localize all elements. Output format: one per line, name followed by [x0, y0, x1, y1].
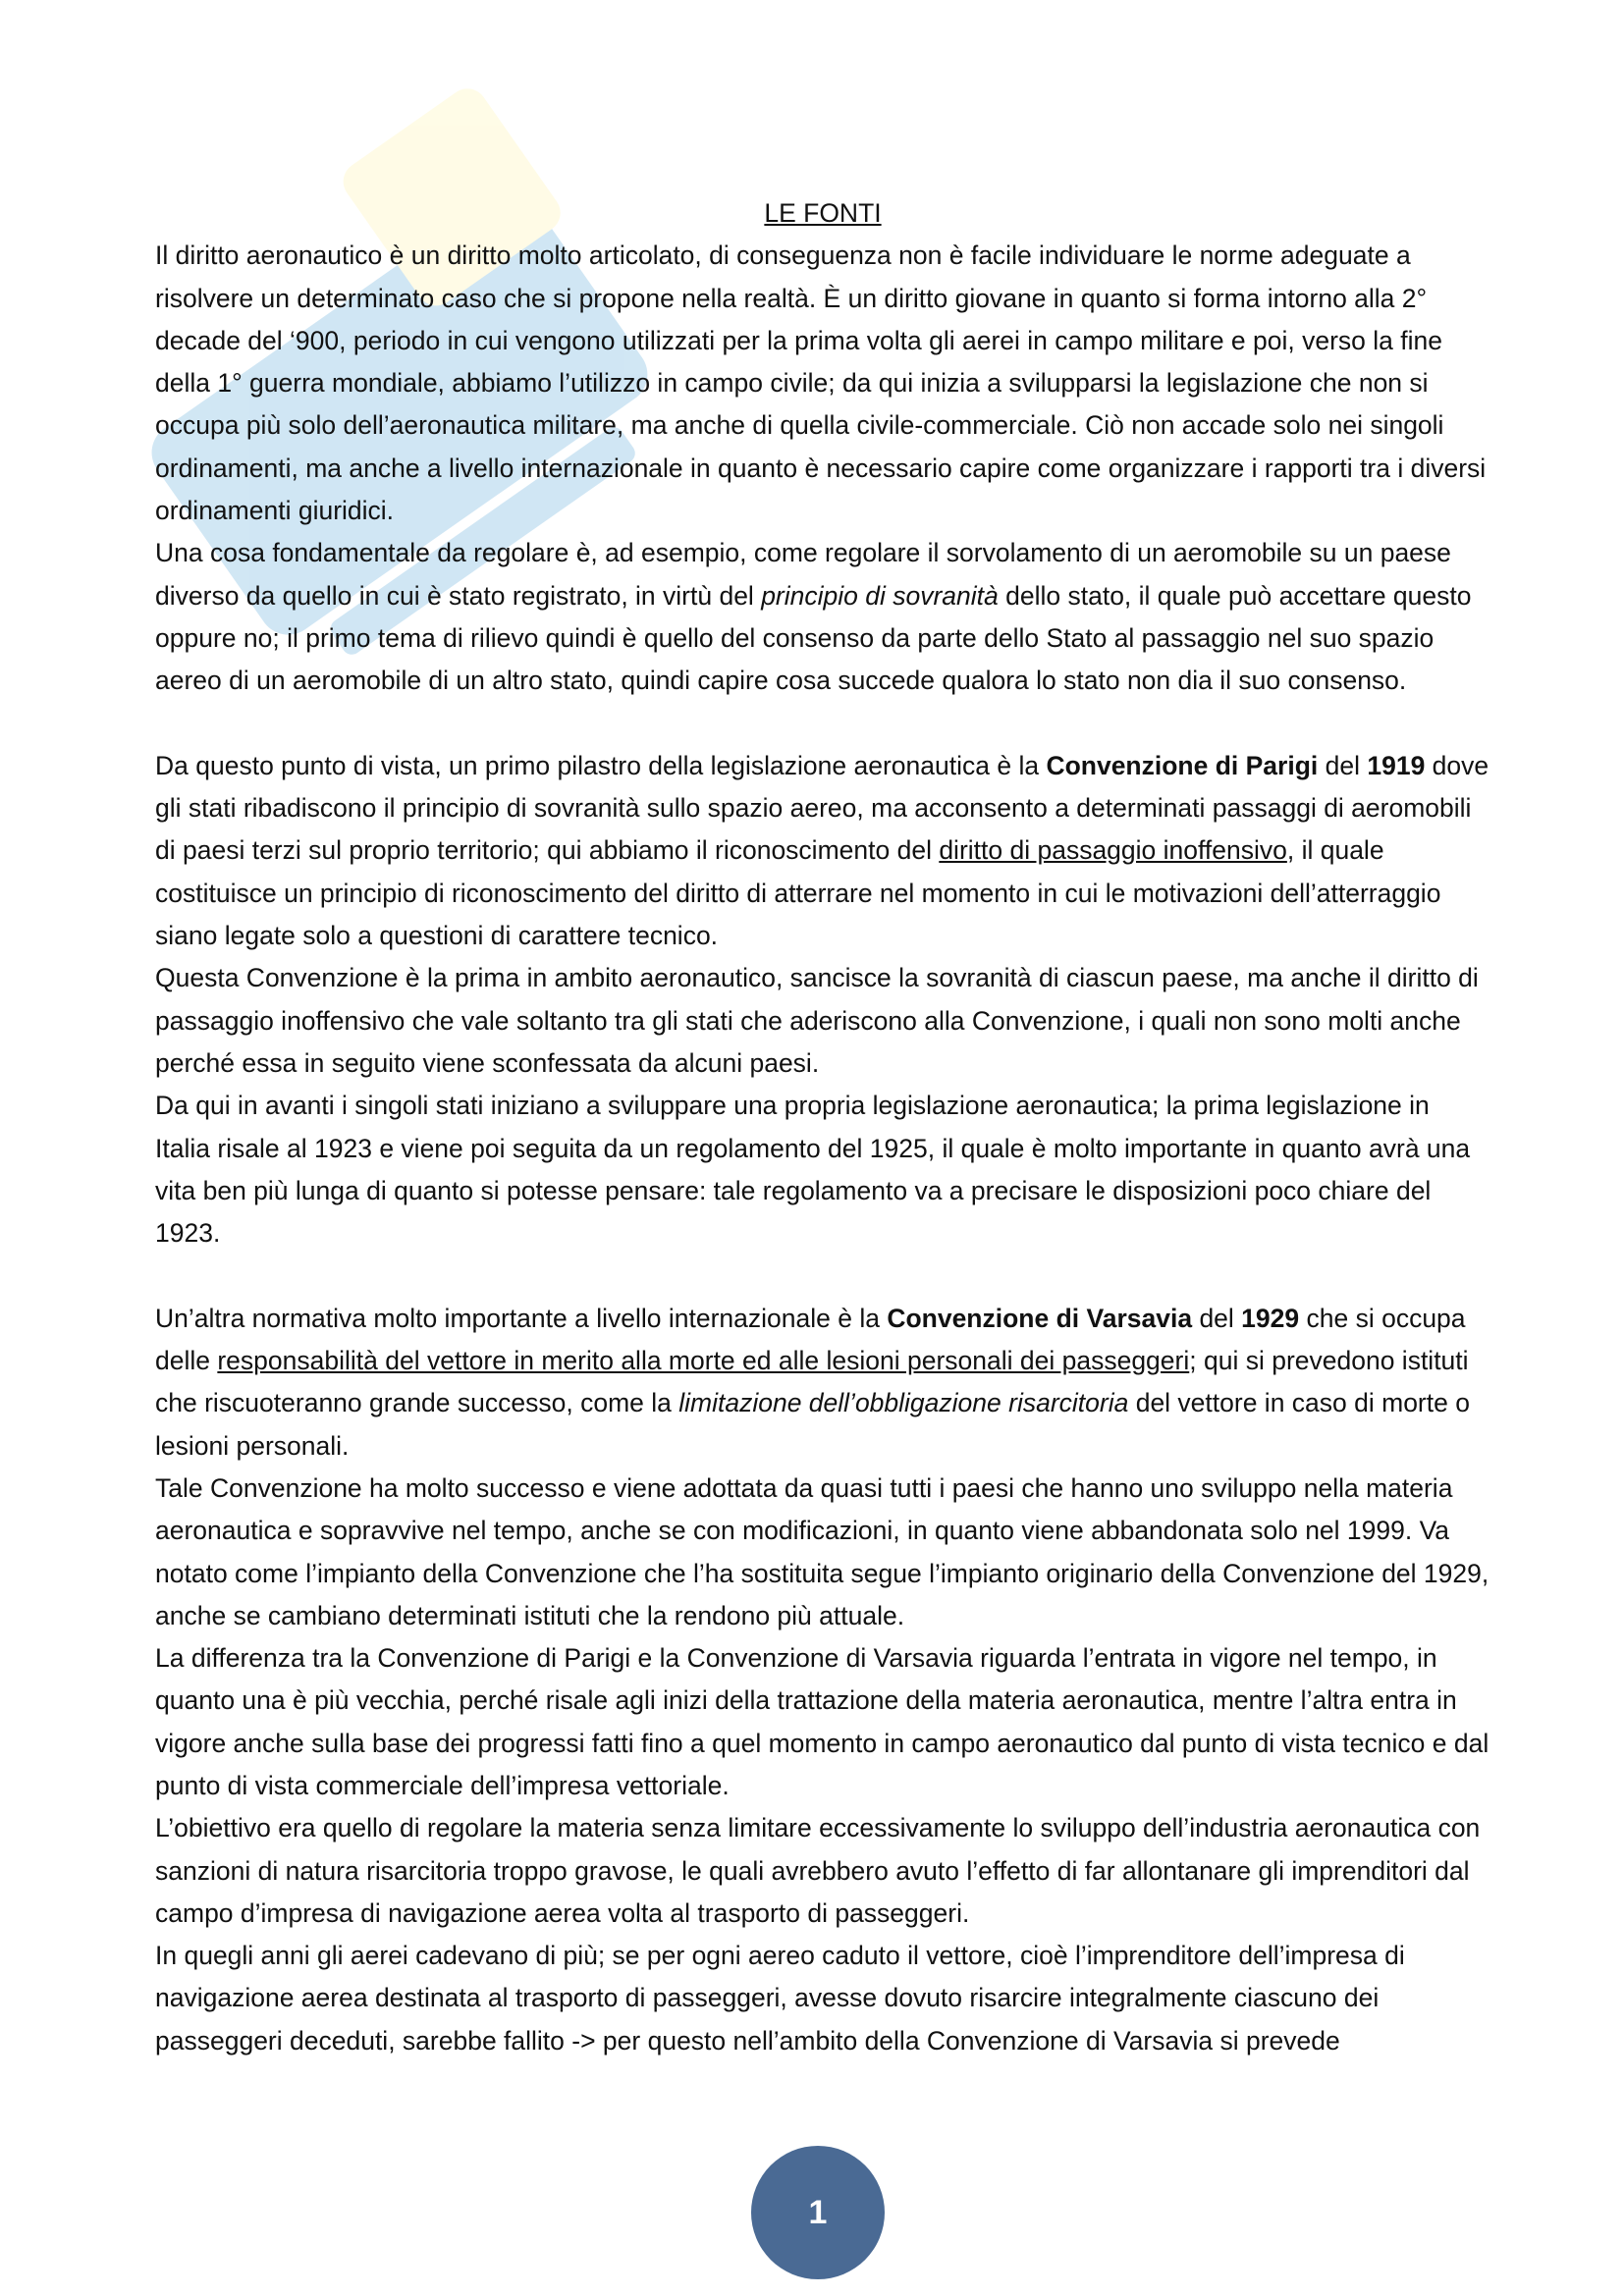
bold-term: Convenzione di Parigi: [1046, 750, 1319, 780]
paragraph: Da qui in avanti i singoli stati iniziano a sviluppare una propria legislazione aeronautica; la prima legislazione in Italia risale al 1923 e viene poi seguita da un regolamento del 1925, il quale è molto importante in quanto avrà una vita ben più lunga di quanto si potesse pensare: tale regolamento va a precisare le disposizioni poco chiare del 1923.: [155, 1091, 1471, 1249]
paragraph: Il diritto aeronautico è un diritto molto articolato, di conseguenza non è facile individuare le norme adeguate a risolvere un determinato caso che si propone nella realtà. È un diritto giovane in quanto si forma intorno alla 2° decade del ‘900, periodo in cui vengono utilizzati per la prima volta gli aerei in campo militare e poi, verso la fine della 1° guerra mondiale, abbiamo l’utilizzo in campo civile; da qui inizia a svilupparsi la legislazione che non si occupa più solo dell’aeronautica militare, ma anche di quella civile-commerciale. Ciò non accade solo nei singoli ordinamenti, ma anche a livello internazionale in quanto è necessario capire come organizzare i rapporti tra i diversi ordinamenti giuridici.: [155, 240, 1487, 526]
underlined-term: responsabilità del vettore in merito alla morte ed alle lesioni personali dei passeggeri: [217, 1346, 1190, 1376]
paragraph: Tale Convenzione ha molto successo e viene adottata da quasi tutti i paesi che hanno uno sviluppo nella materia aeronautica e sopravvive nel tempo, anche se con modificazioni, in quanto viene abbandonata solo nel 1999. Va notato come l’impianto della Convenzione che l’ha sostituita segue l’impianto originario della Convenzione del 1929, anche se cambiano determinati istituti che la rendono più attuale.: [155, 1472, 1489, 1630]
italic-term: limitazione dell’obbligazione risarcitoria: [678, 1388, 1129, 1418]
paragraph: Da questo punto di vista, un primo pilastro della legislazione aeronautica è la Convenzione di Parigi del 1919 dove gli stati ribadiscono il principio di sovranità sullo spazio aereo, ma acconsento a determinati passaggi di aeromobili di paesi terzi sul proprio territorio; qui abbiamo il riconoscimento del diritto di passaggio inoffensivo, il quale costituisce un principio di riconoscimento del diritto di atterrare nel momento in cui le motivazioni dell’atterraggio siano legate solo a questioni di carattere tecnico.: [155, 750, 1489, 951]
page-title: LE FONTI: [764, 198, 882, 228]
bold-term: 1929: [1241, 1303, 1300, 1333]
bold-term: 1919: [1367, 750, 1426, 780]
paragraph: Questa Convenzione è la prima in ambito aeronautico, sancisce la sovranità di ciascun paese, ma anche il diritto di passaggio inoffensivo che vale soltanto tra gli stati che aderiscono alla Convenzione, i quali non sono molti anche perché essa in seguito viene sconfessata da alcuni paesi.: [155, 963, 1479, 1078]
paragraph: Un’altra normativa molto importante a livello internazionale è la Convenzione di Varsavia del 1929 che si occupa delle responsabilità del vettore in merito alla morte ed alle lesioni personali dei passeggeri; qui si prevedono istituti che riscuoteranno grande successo, come la limitazione dell’obbligazione risarcitoria del vettore in caso di morte o lesioni personali.: [155, 1303, 1470, 1461]
paragraph: La differenza tra la Convenzione di Parigi e la Convenzione di Varsavia riguarda l’entrata in vigore nel tempo, in quanto una è più vecchia, perché risale agli inizi della trattazione della materia aeronautica, mentre l’altra entra in vigore anche sulla base dei progressi fatti fino a quel momento in campo aeronautico dal punto di vista tecnico e dal punto di vista commerciale dell’impresa vettoriale.: [155, 1643, 1489, 1800]
document-body: [155, 192, 1490, 2062]
page-number: 1: [751, 2146, 885, 2279]
paragraph: Una cosa fondamentale da regolare è, ad esempio, come regolare il sorvolamento di un aeromobile su un paese diverso da quello in cui è stato registrato, in virtù del principio di sovranità dello stato, il quale può accettare questo oppure no; il primo tema di rilievo quindi è quello del consenso da parte dello Stato al passaggio nel suo spazio aereo di un aeromobile di un altro stato, quindi capire cosa succede qualora lo stato non dia il suo consenso.: [155, 538, 1472, 696]
paragraph: In quegli anni gli aerei cadevano di più; se per ogni aereo caduto il vettore, cioè l’imprenditore dell’impresa di navigazione aerea destinata al trasporto di passeggeri, avesse dovuto risarcire integralmente ciascuno dei passeggeri deceduti, sarebbe fallito -> per questo nell’ambito della Convenzione di Varsavia si prevede: [155, 1941, 1405, 2056]
italic-term: principio di sovranità: [761, 580, 999, 611]
paragraph: L’obiettivo era quello di regolare la materia senza limitare eccessivamente lo sviluppo dell’industria aeronautica con sanzioni di natura risarcitoria troppo gravose, le quali avrebbero avuto l’effetto di far allontanare gli imprenditori dal campo d’impresa di navigazione aerea volta al trasporto di passeggeri.: [155, 1813, 1481, 1928]
underlined-term: diritto di passaggio inoffensivo: [939, 835, 1287, 866]
bold-term: Convenzione di Varsavia: [887, 1303, 1193, 1333]
